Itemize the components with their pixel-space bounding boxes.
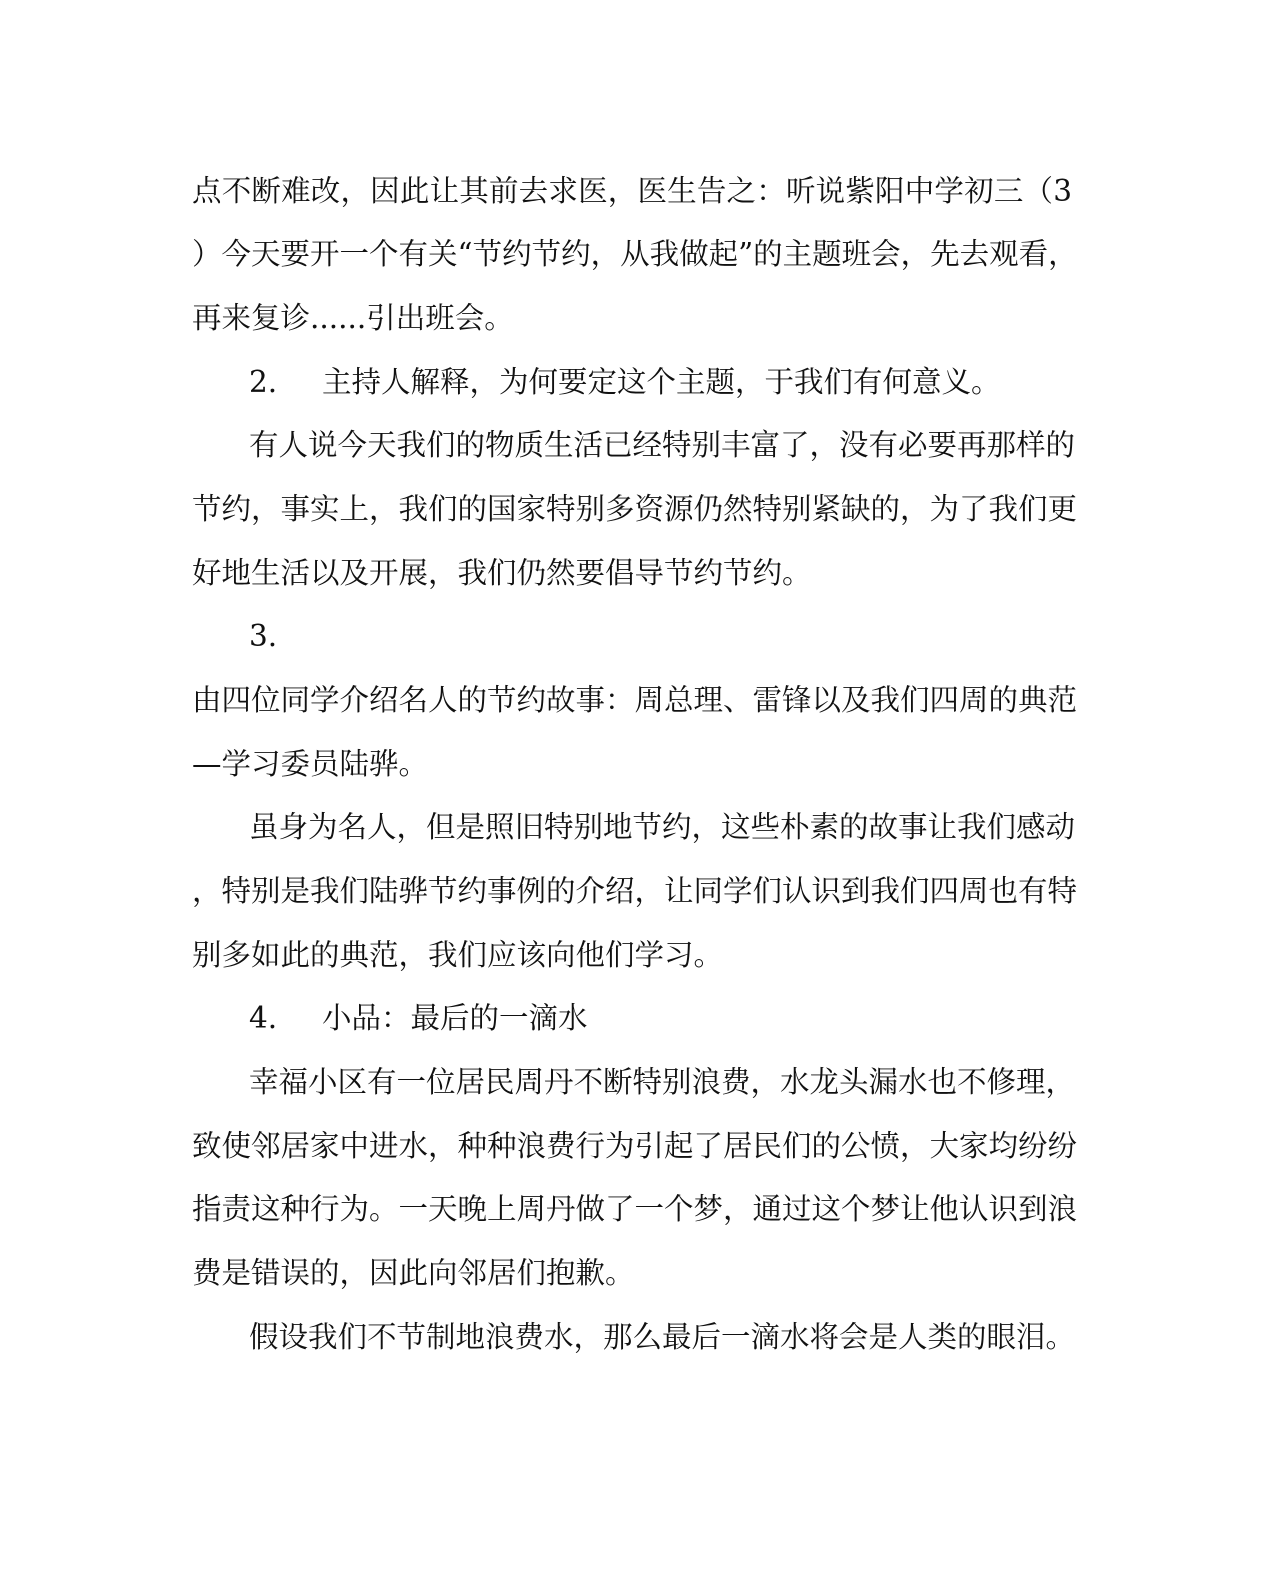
paragraph-line: —学习委员陆骅。 — [192, 747, 429, 781]
paragraph-line: ）今天要开一个有关“节约节约，从我做起”的主题班会，先去观看， — [192, 237, 1078, 271]
paragraph-line: ，特别是我们陆骅节约事例的介绍，让同学们认识到我们四周也有特 — [192, 874, 1078, 908]
list-item-text: 主持人解释，为何要定这个主题，于我们有何意义。 — [322, 365, 1001, 399]
paragraph-line: 有人说今天我们的物质生活已经特别丰富了，没有必要再那样的 — [249, 428, 1076, 462]
paragraph-line: 虽身为名人，但是照旧特别地节约，这些朴素的故事让我们感动 — [249, 810, 1076, 844]
paragraph-line: 假设我们不节制地浪费水，那么最后一滴水将会是人类的眼泪。 — [249, 1320, 1076, 1354]
paragraph-line: 指责这种行为。一天晚上周丹做了一个梦，通过这个梦让他认识到浪 — [192, 1192, 1078, 1226]
paragraph-line: 由四位同学介绍名人的节约故事：周总理、雷锋以及我们四周的典范 — [192, 683, 1078, 717]
list-number: 4. — [249, 1001, 278, 1035]
list-number: 2. — [249, 365, 278, 399]
paragraph-line: 费是错误的，因此向邻居们抱歉。 — [192, 1256, 635, 1290]
paragraph-line: 节约，事实上，我们的国家特别多资源仍然特别紧缺的，为了我们更 — [192, 492, 1078, 526]
list-item-text: 小品：最后的一滴水 — [322, 1001, 588, 1035]
paragraph-line: 再来复诊......引出班会。 — [192, 301, 514, 335]
paragraph-line: 点不断难改，因此让其前去求医，医生告之：听说紫阳中学初三（3 — [192, 174, 1072, 208]
paragraph-line: 幸福小区有一位居民周丹不断特别浪费，水龙头漏水也不修理， — [249, 1065, 1076, 1099]
paragraph-line: 致使邻居家中进水，种种浪费行为引起了居民们的公愤，大家均纷纷 — [192, 1129, 1078, 1163]
list-number: 3. — [249, 619, 278, 653]
paragraph-line: 别多如此的典范，我们应该向他们学习。 — [192, 938, 724, 972]
paragraph-line: 好地生活以及开展，我们仍然要倡导节约节约。 — [192, 556, 812, 590]
